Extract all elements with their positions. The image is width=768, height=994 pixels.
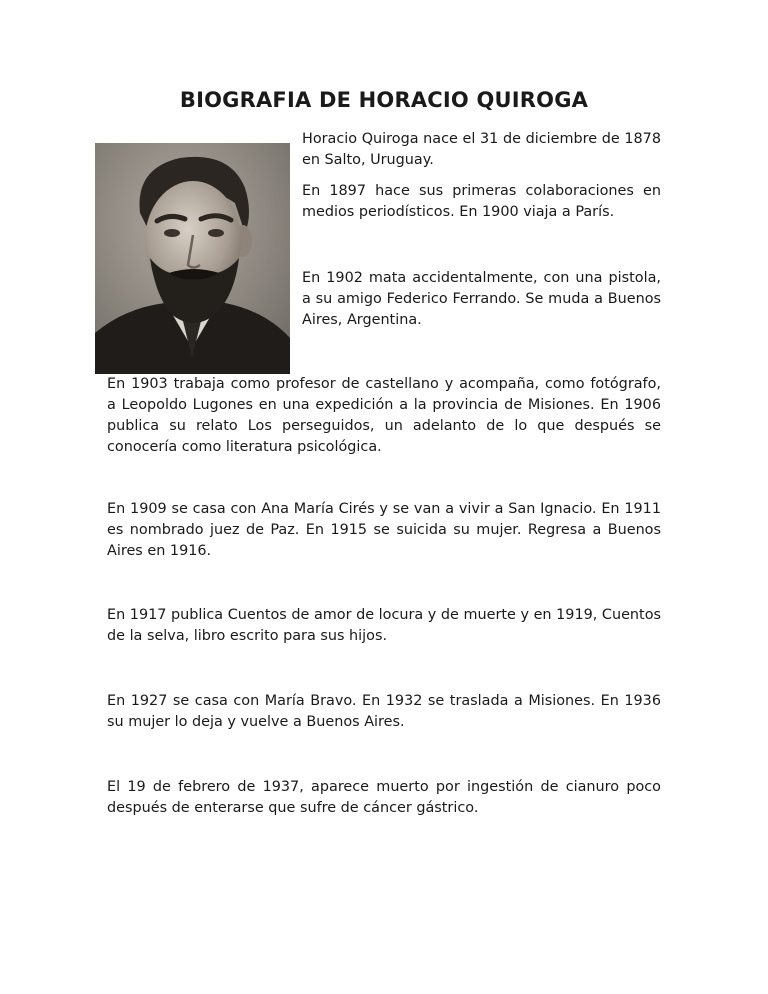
- paragraph-birth: Horacio Quiroga nace el 31 de diciembre de 1878 en Salto, Uruguay.: [302, 131, 661, 168]
- paragraph-1902: En 1902 mata accidentalmente, con una pistola, a su amigo Federico Ferrando. Se muda a Buenos Aires, Argentina.: [302, 270, 661, 328]
- paragraph-1917: En 1917 publica Cuentos de amor de locura y de muerte y en 1919, Cuentos de la selva, libro escrito para sus hijos.: [107, 607, 661, 644]
- page-title: BIOGRAFIA DE HORACIO QUIROGA: [179, 88, 589, 112]
- paragraph-1937: El 19 de febrero de 1937, aparece muerto por ingestión de cianuro poco después de enterarse que sufre de cáncer gástrico.: [107, 779, 661, 816]
- paragraph-early-career: En 1897 hace sus primeras colaboraciones en medios periodísticos. En 1900 viaja a París.: [302, 183, 661, 220]
- portrait-photo: [95, 143, 290, 374]
- paragraph-1927: En 1927 se casa con María Bravo. En 1932 se traslada a Misiones. En 1936 su mujer lo deja y vuelve a Buenos Aires.: [107, 693, 661, 730]
- paragraph-1909: En 1909 se casa con Ana María Cirés y se van a vivir a San Ignacio. En 1911 es nombrado juez de Paz. En 1915 se suicida su mujer. Regresa a Buenos Aires en 1916.: [107, 501, 661, 559]
- paragraph-1903: En 1903 trabaja como profesor de castellano y acompaña, como fotógrafo, a Leopoldo Lugones en una expedición a la provincia de Misiones. En 1906 publica su relato Los perseguidos, un adelanto de lo que después se conocería como literatura psicológica.: [107, 376, 661, 455]
